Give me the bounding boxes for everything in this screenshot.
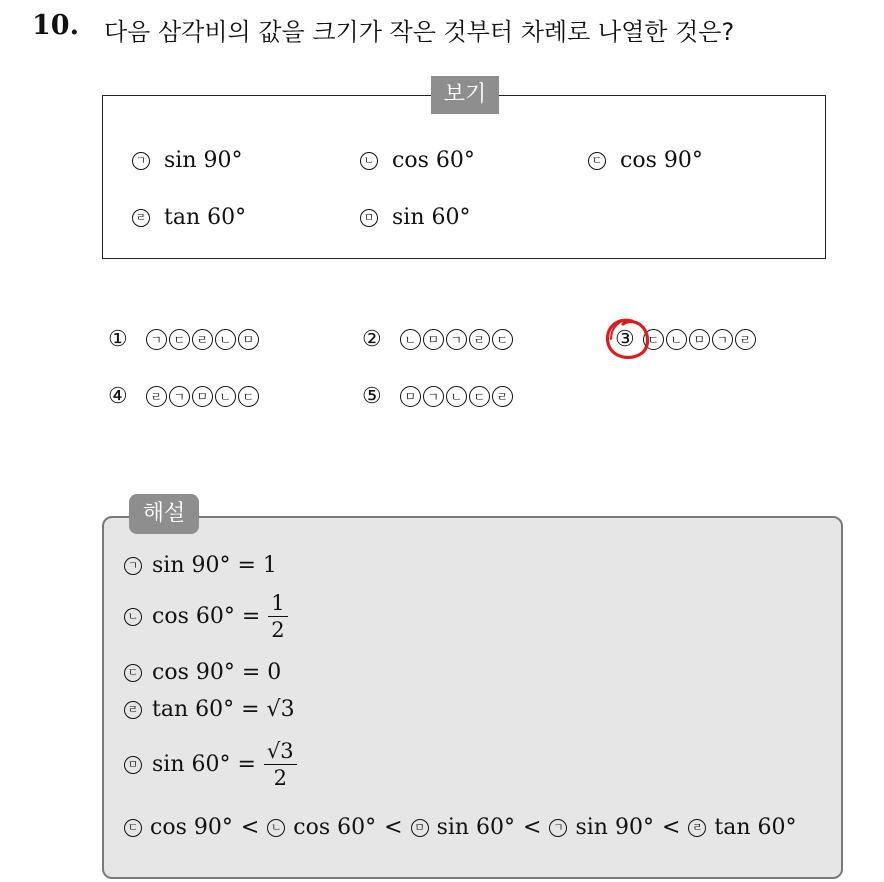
- mark-icon: ㄹ: [124, 701, 142, 719]
- bogi-item-2: ㄴ cos 60°: [360, 148, 475, 173]
- choice-3[interactable]: ③ ㄷ ㄴ ㅁ ㄱ ㄹ: [615, 327, 756, 352]
- explanation-comparison: ㄷ cos 90° < ㄴ cos 60° < ㅁ sin 60° < ㄱ sin 90° < ㄹ tan 60°: [124, 815, 797, 840]
- explanation-line-4: ㄹ tan 60° = √3: [124, 697, 295, 722]
- choice-5[interactable]: ⑤ ㅁ ㄱ ㄴ ㄷ ㄹ: [362, 384, 513, 409]
- mark-icon: ㄷ: [124, 664, 142, 682]
- mark-icon: ㄷ: [124, 819, 142, 837]
- choice-2[interactable]: ② ㄴ ㅁ ㄱ ㄹ ㄷ: [362, 327, 513, 352]
- mark-icon: ㄷ: [588, 152, 606, 170]
- bogi-item-4: ㄹ tan 60°: [132, 205, 246, 230]
- mark-icon: ㅁ: [124, 756, 142, 774]
- explanation-line-5: ㅁ sin 60° = $\frac{√3}{2}$: [124, 740, 297, 789]
- mark-icon: ㅁ: [360, 209, 378, 227]
- bogi-label: 보기: [431, 76, 499, 114]
- mark-icon: ㄱ: [124, 557, 142, 575]
- explanation-line-2: ㄴ cos 60° = $\frac{1}{2}$: [124, 592, 288, 641]
- sqrt-value: √3: [266, 697, 295, 722]
- mark-icon: ㄴ: [267, 819, 285, 837]
- answer-circle-mark-icon: [602, 315, 652, 363]
- bogi-item-1: ㄱ sin 90°: [132, 148, 242, 173]
- fraction: $\frac{1}{2}$: [268, 592, 287, 641]
- mark-icon: ㄱ: [132, 152, 150, 170]
- mark-icon: ㄴ: [124, 608, 142, 626]
- fraction: $\frac{√3}{2}$: [264, 740, 297, 789]
- mark-icon: ㅁ: [411, 819, 429, 837]
- mark-icon: ㄴ: [360, 152, 378, 170]
- bogi-box: [102, 95, 826, 259]
- mark-icon: ㄹ: [688, 819, 706, 837]
- mark-icon: ㄱ: [549, 819, 567, 837]
- bogi-item-5: ㅁ sin 60°: [360, 205, 470, 230]
- explanation-label: 해설: [129, 494, 199, 534]
- choice-1[interactable]: ① ㄱ ㄷ ㄹ ㄴ ㅁ: [108, 327, 259, 352]
- mark-icon: ㄹ: [132, 209, 150, 227]
- bogi-item-3: ㄷ cos 90°: [588, 148, 703, 173]
- question-text: 다음 삼각비의 값을 크기가 작은 것부터 차례로 나열한 것은?: [104, 18, 735, 46]
- explanation-line-3: ㄷ cos 90° = 0: [124, 660, 281, 685]
- explanation-line-1: ㄱ sin 90° = 1: [124, 553, 277, 578]
- choice-4[interactable]: ④ ㄹ ㄱ ㅁ ㄴ ㄷ: [108, 384, 259, 409]
- question-number: 10.: [32, 10, 79, 41]
